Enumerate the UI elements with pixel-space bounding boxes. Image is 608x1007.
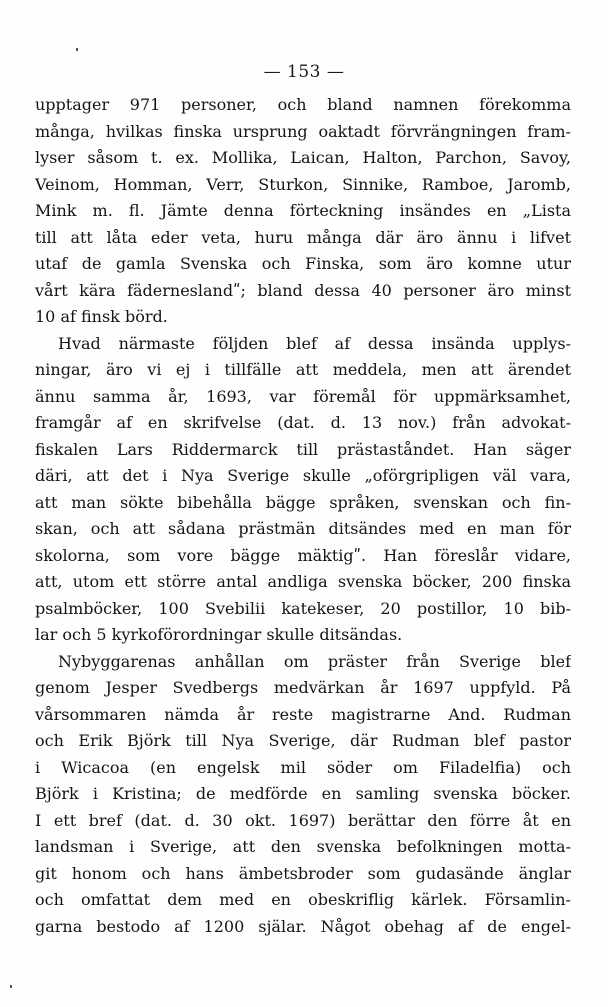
text-line: framgår af en skrifvelse (dat. d. 13 nov.) från advokat- [35,413,571,432]
paper-speck [10,985,12,988]
text-line: 10 af finsk börd. [35,307,168,326]
text-line: i Wicacoa (en engelsk mil söder om Filadelfia) och [35,757,571,777]
text-line: Mink m. fl. Jämte denna förteckning insändes en „Lista [35,201,571,220]
text-line: Björk i Kristina; de medförde en samling svenska böcker. [35,784,571,803]
text-line: Veinom, Homman, Verr, Sturkon, Sinnike, Ramboe, Jaromb, [35,174,571,194]
text-line: att, utom ett större antal andliga svenska böcker, 200 finska [35,572,571,591]
paper-speck [76,48,78,51]
text-line: landsman i Sverige, att den svenska befolkningen motta- [35,837,571,856]
text-line: fiskalen Lars Riddermarck till prästaståndet. Han säger [35,439,571,459]
body-text [35,92,571,940]
text-line: psalmböcker, 100 Svebilii katekeser, 20 postillor, 10 bib- [35,598,571,618]
text-line: vårsommaren nämda år reste magistrarne And. Rudman [35,704,571,724]
text-line: garna bestodo af 1200 själar. Något obehag af de engel- [35,916,571,936]
text-line: utaf de gamla Svenska och Finska, som äro komne utur [35,254,571,273]
text-line: att man sökte bibehålla bägge språken, svenskan och fin- [35,492,571,512]
text-line: till att låta eder veta, huru många där äro ännu i lifvet [35,227,571,247]
text-line: git honom och hans ämbetsbroder som gudasände änglar [35,863,571,883]
text-line: många, hvilkas finska ursprung oaktadt förvrängningen fram- [35,121,571,141]
text-line: ningar, äro vi ej i tillfälle att meddela, men att ärendet [35,360,571,379]
text-line: vårt kära fäderneslandʺ; bland dessa 40 personer äro minst [35,280,571,300]
text-line: Hvad närmaste följden blef af dessa insända upplys- [58,333,571,353]
text-line: och omfattat dem med en obeskriflig kärlek. Församlin- [35,890,571,909]
text-line: skolorna, som vore bägge mäktigʺ. Han föreslår vidare, [35,545,571,565]
text-line: däri, att det i Nya Sverige skulle „oförgripligen väl vara, [35,466,571,485]
text-line: genom Jesper Svedbergs medvärkan år 1697 uppfyld. På [35,678,571,697]
text-line: lar och 5 kyrkoförordningar skulle ditsändas. [35,625,403,644]
text-line: ännu samma år, 1693, var föremål för uppmärksamhet, [35,386,571,406]
text-line: upptager 971 personer, och bland namnen förekomma [35,95,571,114]
text-line: lyser såsom t. ex. Mollika, Laican, Halton, Parchon, Savoy, [35,148,571,167]
text-line: skan, och att sådana prästmän ditsändes med en man för [35,519,571,538]
text-line: I ett bref (dat. d. 30 okt. 1697) berättar den förre åt en [35,810,571,830]
text-line: Nybyggarenas anhållan om präster från Sverige blef [58,651,571,671]
page-number: — 153 — [263,62,345,82]
text-line: och Erik Björk till Nya Sverige, där Rudman blef pastor [35,731,571,750]
